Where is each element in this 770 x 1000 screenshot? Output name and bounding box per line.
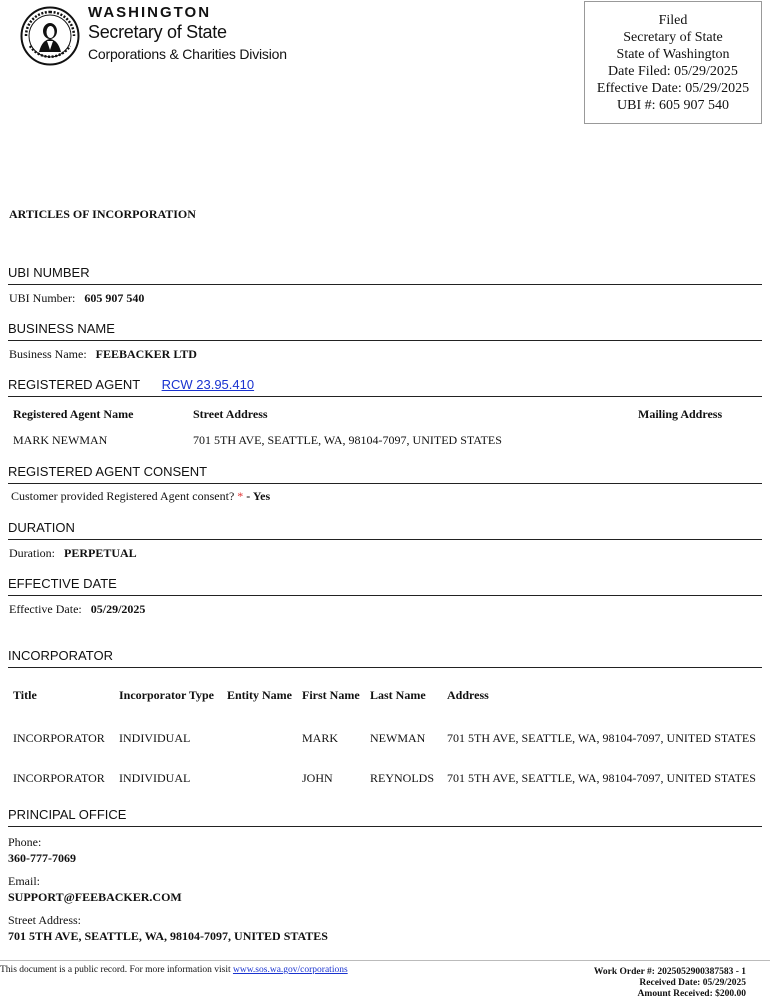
filed-line: UBI #: 605 907 540 [617, 98, 729, 113]
street-address-value: 701 5TH AVE, SEATTLE, WA, 98104-7097, UNITED STATES [8, 929, 328, 943]
principal-office-section [8, 807, 762, 944]
incorporator-table [8, 672, 762, 798]
registered-agent-table [8, 401, 762, 453]
duration-section [8, 520, 762, 561]
agency-line-3: Corporations & Charities Division [88, 46, 287, 62]
table-cell: JOHN [302, 771, 333, 785]
work-order-info [594, 967, 746, 1000]
filed-line: Secretary of State [623, 30, 723, 45]
incorporator-section [8, 648, 762, 798]
business-name-field [8, 346, 762, 362]
table-header-row [8, 401, 762, 428]
column-header: Incorporator Type [119, 687, 214, 702]
field-label: Business Name: [9, 347, 87, 361]
field-label: Effective Date: [9, 602, 82, 616]
notice-text: This document is a public record. For more information visit [0, 965, 231, 975]
effective-date-value: 05/29/2025 [90, 602, 146, 616]
agency-header [20, 4, 580, 74]
page-footer [0, 960, 770, 999]
column-header: Entity Name [227, 687, 292, 702]
consent-answer: - Yes [246, 489, 271, 503]
agent-consent-section [8, 464, 762, 504]
section-heading: INCORPORATOR [8, 648, 762, 668]
business-name-value: FEEBACKER LTD [95, 347, 197, 361]
table-cell: NEWMAN [370, 731, 426, 745]
section-heading: BUSINESS NAME [8, 321, 762, 341]
email-label: Email: [8, 874, 40, 888]
field-label: UBI Number: [9, 291, 76, 305]
required-mark: * [237, 489, 244, 503]
column-header: First Name [302, 687, 360, 702]
ubi-section [8, 265, 762, 306]
table-cell: INCORPORATOR [13, 771, 105, 785]
business-name-section [8, 321, 762, 362]
ubi-field [8, 290, 762, 306]
column-header: Address [447, 687, 489, 702]
email-value: SUPPORT@FEEBACKER.COM [8, 890, 182, 904]
column-header: Mailing Address [638, 407, 723, 421]
duration-field [8, 545, 762, 561]
section-heading [8, 377, 762, 397]
column-header: Registered Agent Name [13, 407, 134, 421]
section-heading: PRINCIPAL OFFICE [8, 807, 762, 827]
agency-line-1: WASHINGTON [88, 4, 212, 21]
table-cell [222, 758, 297, 798]
rcw-link[interactable]: RCW 23.95.410 [161, 377, 255, 392]
filed-line: Filed [658, 13, 688, 28]
ubi-value: 605 907 540 [84, 291, 145, 305]
table-row [8, 758, 762, 798]
column-header: Last Name [370, 687, 426, 702]
column-header: Title [13, 687, 37, 702]
table-cell: 701 5TH AVE, SEATTLE, WA, 98104-7097, UNITED STATES [447, 771, 756, 785]
agency-name [88, 4, 287, 62]
table-cell: 701 5TH AVE, SEATTLE, WA, 98104-7097, UNITED STATES [193, 433, 502, 447]
section-heading: EFFECTIVE DATE [8, 576, 762, 596]
duration-value: PERPETUAL [64, 546, 137, 560]
filed-line: State of Washington [616, 47, 730, 62]
table-cell: 701 5TH AVE, SEATTLE, WA, 98104-7097, UNITED STATES [447, 731, 756, 745]
filed-stamp-box [584, 1, 762, 124]
street-address-label: Street Address: [8, 913, 81, 927]
table-cell: INDIVIDUAL [119, 771, 191, 785]
consent-question: Customer provided Registered Agent consent? [11, 489, 235, 503]
received-date: Received Date: 05/29/2025 [639, 978, 746, 988]
table-cell: MARK NEWMAN [13, 433, 108, 447]
public-record-notice [0, 965, 348, 975]
washington-state-seal-icon [20, 6, 80, 66]
effective-date-section [8, 576, 762, 617]
table-header-row [8, 672, 762, 718]
table-cell: REYNOLDS [370, 771, 435, 785]
filed-line: Effective Date: 05/29/2025 [596, 81, 750, 96]
table-cell: MARK [302, 731, 339, 745]
section-heading: REGISTERED AGENT CONSENT [8, 464, 762, 484]
agency-line-2: Secretary of State [88, 22, 227, 42]
section-heading-text: REGISTERED AGENT [8, 377, 140, 392]
document-title: ARTICLES OF INCORPORATION [9, 207, 196, 221]
phone-value: 360-777-7069 [8, 851, 76, 865]
work-order-number: Work Order #: 2025052900387583 - 1 [593, 967, 746, 977]
field-label: Duration: [9, 546, 55, 560]
corporations-link[interactable]: www.sos.wa.gov/corporations [232, 965, 348, 975]
table-cell: INCORPORATOR [13, 731, 105, 745]
section-heading: UBI NUMBER [8, 265, 762, 285]
effective-date-field [8, 601, 762, 617]
table-row [8, 428, 762, 453]
registered-agent-section [8, 377, 762, 453]
table-cell [222, 718, 297, 758]
table-row [8, 718, 762, 758]
section-heading: DURATION [8, 520, 762, 540]
filed-line: Date Filed: 05/29/2025 [608, 64, 738, 79]
table-cell: INDIVIDUAL [119, 731, 191, 745]
amount-received: Amount Received: $200.00 [637, 989, 746, 999]
consent-field [8, 489, 762, 504]
phone-label: Phone: [8, 835, 42, 849]
column-header: Street Address [193, 407, 268, 421]
table-cell [633, 428, 762, 453]
